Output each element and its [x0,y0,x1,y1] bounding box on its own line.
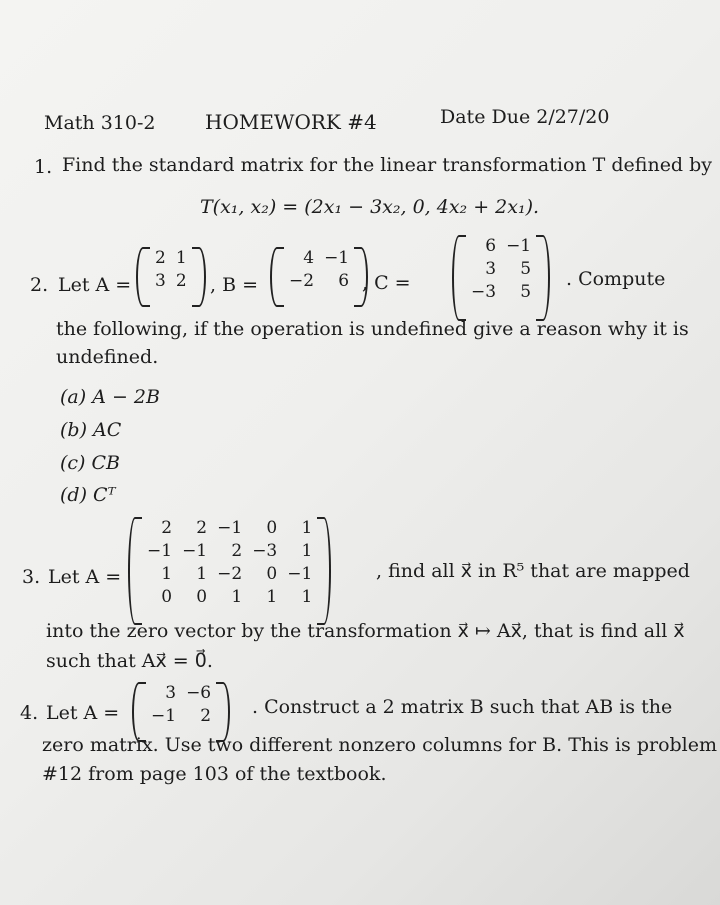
matrix-cell: −1 [324,248,350,268]
matrix-cell: 3 [155,270,166,291]
matrix-cell: 0 [266,518,278,538]
matrix-cell: −1 [287,563,313,584]
q3-line2: into the zero vector by the transformation x⃗ ↦ Ax⃗, that is find all x⃗ [46,620,685,642]
q2-part-c: (c) CB [60,452,121,474]
q2-compute: . Compute [566,268,666,290]
q4-number: 4. [20,702,39,724]
matrix-cell: 1 [301,540,313,561]
q2-let-a: Let A = [58,274,132,296]
q4-line3: #12 from page 103 of the textbook. [42,763,387,785]
course-number: Math 310-2 [44,112,156,134]
matrix-cell: −2 [217,563,243,584]
q2-line3: undefined. [56,346,159,368]
matrix-cell: 5 [520,281,532,302]
matrix-cell: 1 [266,586,278,607]
matrix-cell: 0 [266,563,278,584]
matrix-cell: 6 [338,270,350,291]
matrix-cell: 2 [175,270,187,291]
homework-title: HOMEWORK #4 [205,110,377,134]
q2-part-a: (a) A − 2B [60,386,160,408]
matrix-cell: 0 [161,586,173,607]
matrix-cell: 1 [196,563,208,584]
matrix-cell: 0 [196,586,208,607]
matrix-cell: 2 [231,540,243,561]
q1-text: Find the standard matrix for the linear transformation T defined by [62,154,713,176]
matrix-cell: 1 [301,518,313,538]
matrix-cell: 3 [165,683,177,703]
matrix-cell: 2 [200,705,212,726]
matrix-cell: 1 [301,586,313,607]
q2-matrix-c [452,235,550,321]
matrix-cell: 1 [161,563,173,584]
matrix-cell: 2 [196,518,208,538]
q2-matrix-b-table [284,247,354,293]
matrix-cell: −1 [151,705,177,726]
q3-after: , find all x⃗ in R⁵ that are mapped [376,560,690,582]
q2-line2: the following, if the operation is undefined give a reason why it is [56,318,689,340]
matrix-cell: −1 [182,540,208,561]
matrix-cell: −1 [506,236,532,256]
matrix-cell: −1 [217,518,243,538]
matrix-cell: −1 [147,540,173,561]
matrix-cell: 1 [175,248,187,268]
q1-formula: T(x₁, x₂) = (2x₁ − 3x₂, 0, 4x₂ + 2x₁). [200,196,540,218]
matrix-cell: 2 [161,518,173,538]
matrix-cell: −3 [471,281,497,302]
q2-matrix-a-table [150,247,192,293]
q2-b-label: , B = [210,274,259,296]
q2-matrix-c-table [466,235,536,304]
due-date: Date Due 2/27/20 [440,106,610,128]
matrix-cell: 3 [485,258,497,279]
matrix-cell: 6 [485,236,497,256]
q2-part-d: (d) Cᵀ [60,484,116,506]
matrix-cell: 5 [520,258,532,279]
q4-matrix-a-table [146,682,216,728]
q3-let-a: Let A = [48,566,122,588]
q3-number: 3. [22,566,41,588]
q2-matrix-a [136,247,206,307]
q3-matrix-a [128,517,331,625]
q4-after: . Construct a 2 matrix B such that AB is the [252,696,673,718]
matrix-cell: 2 [155,248,166,268]
matrix-cell: 4 [303,248,315,268]
q2-part-b: (b) AC [60,419,122,441]
q1-number: 1. [34,156,53,178]
q4-line2: zero matrix. Use two different nonzero columns for B. This is problem [42,734,718,756]
q2-matrix-b [270,247,368,307]
matrix-cell: −6 [186,683,212,703]
matrix-cell: 1 [231,586,243,607]
q2-c-label: , C = [362,272,411,294]
q4-let-a: Let A = [46,702,120,724]
q3-matrix-a-table [142,517,317,609]
q3-line3: such that Ax⃗ = 0⃗. [46,650,213,672]
q4-matrix-a [132,682,230,742]
q2-number: 2. [30,274,49,296]
matrix-cell: −2 [289,270,315,291]
matrix-cell: −3 [252,540,278,561]
